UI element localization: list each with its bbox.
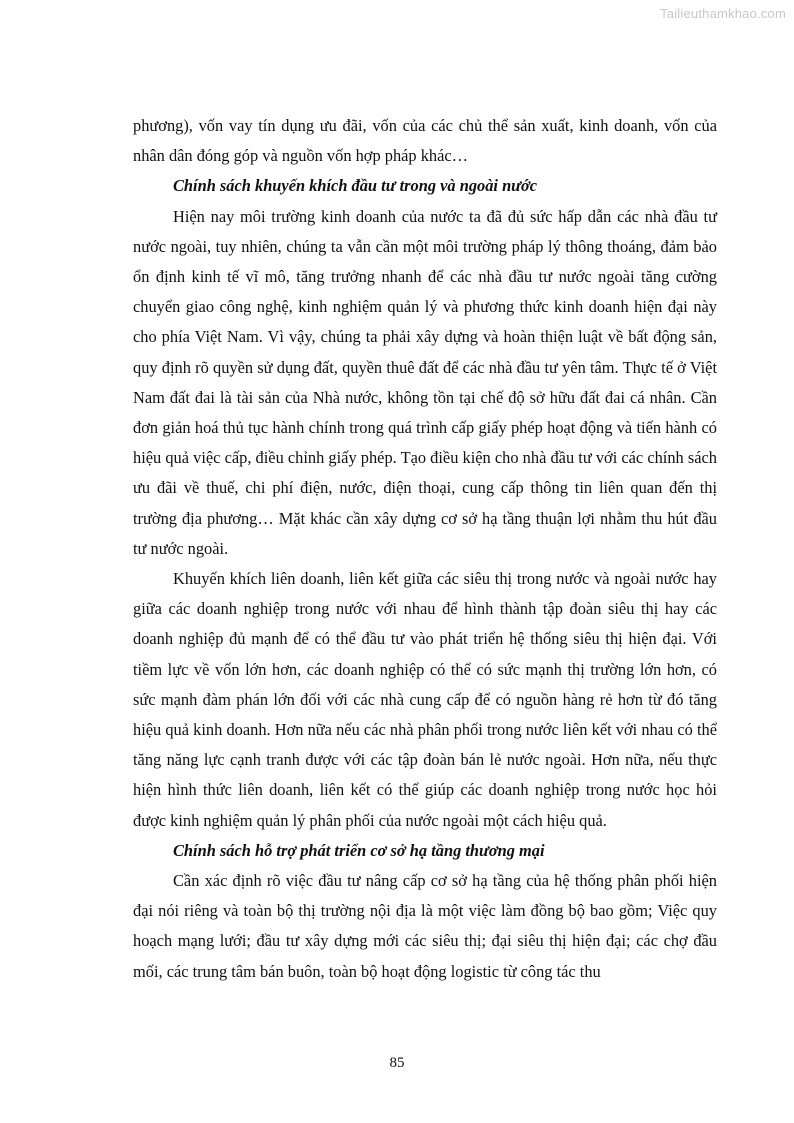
page-number: 85 — [389, 1055, 405, 1071]
paragraph-infrastructure: Cần xác định rõ việc đầu tư nâng cấp cơ sở hạ tầng của hệ thống phân phối hiện đại nói riêng và toàn bộ thị trường nội địa là một việc làm đồng bộ bao gồm; Việc quy hoạch mạng lưới; đầu tư xây dựng mới các siêu thị; đại siêu thị hiện đại; các chợ đầu mối, các trung tâm bán buôn, toàn bộ hoạt động logistic từ công tác thu — [133, 871, 717, 981]
paragraph-joint-venture: Khuyến khích liên doanh, liên kết giữa các siêu thị trong nước và ngoài nước hay giữa các doanh nghiệp trong nước với nhau để hình thành tập đoàn siêu thị hay các doanh nghiệp đủ mạnh để có thể đầu tư vào phát triển hệ thống siêu thị hiện đại. Với tiềm lực về vốn lớn hơn, các doanh nghiệp có thể có sức mạnh thị trường lớn hơn, có sức mạnh đàm phán lớn đối với các nhà cung cấp để có nguồn hàng rẻ hơn từ đó tăng hiệu quả kinh doanh. Hơn nữa nếu các nhà phân phối trong nước liên kết với nhau có thể tăng năng lực cạnh tranh được với các tập đoàn bán lẻ nước ngoài. Hơn nữa, nếu thực hiện hình thức liên doanh, liên kết có thể giúp các doanh nghiệp trong nước học hỏi được kinh nghiệm quản lý phân phối của nước ngoài một cách hiệu quả. — [133, 569, 717, 830]
document-body — [133, 111, 717, 987]
section-heading-investment-policy: Chính sách khuyến khích đầu tư trong và ngoài nước — [173, 176, 538, 196]
paragraph-continuation: phương), vốn vay tín dụng ưu đãi, vốn của các chủ thể sản xuất, kinh doanh, vốn của nhân dân đóng góp và nguồn vốn hợp pháp khác… — [133, 116, 717, 166]
paragraph-investment-environment: Hiện nay môi trường kinh doanh của nước ta đã đủ sức hấp dẫn các nhà đầu tư nước ngoài, tuy nhiên, chúng ta vẫn cần một môi trường pháp lý thông thoáng, đảm bảo ổn định kinh tế vĩ mô, tăng trưởng nhanh để các nhà đầu tư nước ngoài tăng cường chuyển giao công nghệ, kinh nghiệm quản lý và phương thức kinh doanh hiện đại này cho phía Việt Nam. Vì vậy, chúng ta phải xây dựng và hoàn thiện luật về bất động sản, quy định rõ quyền sử dụng đất, quyền thuê đất để các nhà đầu tư yên tâm. Thực tế ở Việt Nam đất đai là tài sản của Nhà nước, không tồn tại chế độ sở hữu đất đai cá nhân. Cần đơn giản hoá thủ tục hành chính trong quá trình cấp giấy phép hoạt động và tiến hành có hiệu quả việc cấp, điều chỉnh giấy phép. Tạo điều kiện cho nhà đầu tư với các chính sách ưu đãi về thuế, chi phí điện, nước, điện thoại, cung cấp thông tin liên quan đến thị trường địa phương… Mặt khác cần xây dựng cơ sở hạ tầng thuận lợi nhằm thu hút đầu tư nước ngoài. — [133, 206, 717, 558]
section-heading-infrastructure-policy: Chính sách hỗ trợ phát triển cơ sở hạ tầng thương mại — [173, 840, 545, 860]
watermark-text: Tailieuthamkhao.com — [660, 6, 786, 21]
